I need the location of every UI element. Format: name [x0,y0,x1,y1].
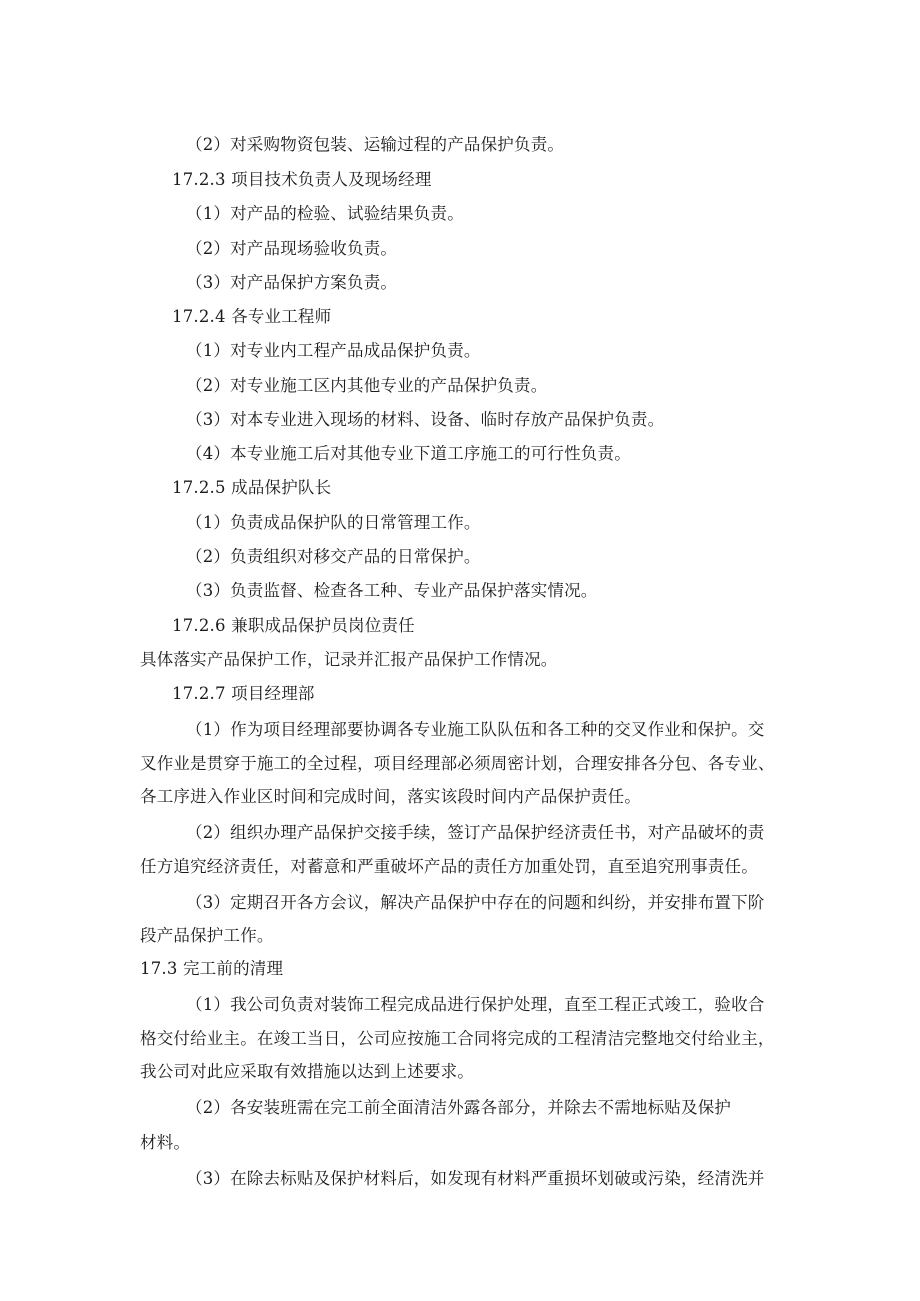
paragraph-line: （2）对专业施工区内其他专业的产品保护负责。 [186,375,548,395]
paragraph-line: （1）负责成品保护队的日常管理工作。 [186,512,481,532]
paragraph-line: （1）作为项目经理部要协调各专业施工队队伍和各工种的交叉作业和保护。交 [186,719,765,739]
section-heading: 17.2.7 项目经理部 [172,683,315,703]
paragraph-line: （1）对产品的检验、试验结果负责。 [186,203,464,223]
section-heading: 17.2.6 兼职成品保护员岗位责任 [172,615,415,635]
paragraph-line: （3）对产品保护方案负责。 [186,272,398,292]
paragraph-line: 叉作业是贯穿于施工的全过程，项目经理部必须周密计划，合理安排各分包、各专业、 [140,753,775,773]
section-heading: 17.2.4 各专业工程师 [172,306,332,326]
paragraph-line: （3）在除去标贴及保护材料后，如发现有材料严重损坏划破或污染，经清洗并 [186,1168,765,1188]
section-heading: 17.2.3 项目技术负责人及现场经理 [172,169,432,189]
section-heading: 17.3 完工前的清理 [140,958,284,978]
paragraph-line: （2）负责组织对移交产品的日常保护。 [186,546,481,566]
paragraph-line: 任方追究经济责任，对蓄意和严重破坏产品的责任方加重处罚，直至追究刑事责任。 [140,856,758,876]
paragraph-line: （1）我公司负责对装饰工程完成品进行保护处理，直至工程正式竣工，验收合 [186,994,765,1014]
paragraph-line: 我公司对此应采取有效措施以达到上述要求。 [140,1061,474,1081]
paragraph-line: （2）对采购物资包装、运输过程的产品保护负责。 [186,134,565,154]
paragraph-line: 段产品保护工作。 [140,925,274,945]
paragraph-line: 具体落实产品保护工作，记录并汇报产品保护工作情况。 [140,649,558,669]
section-heading: 17.2.5 成品保护队长 [172,477,332,497]
paragraph-line: （3）对本专业进入现场的材料、设备、临时存放产品保护负责。 [186,409,665,429]
paragraph-line: 各工序进入作业区时间和完成时间，落实该段时间内产品保护责任。 [140,786,641,806]
paragraph-line: （4）本专业施工后对其他专业下道工序施工的可行性负责。 [186,443,631,463]
paragraph-line: （2）对产品现场验收负责。 [186,238,398,258]
paragraph-line: （3）定期召开各方会议，解决产品保护中存在的问题和纠纷，并安排布置下阶 [186,892,765,912]
paragraph-line: 格交付给业主。在竣工当日，公司应按施工合同将完成的工程清洁完整地交付给业主， [140,1028,775,1048]
paragraph-line: （2）组织办理产品保护交接手续，签订产品保护经济责任书，对产品破坏的责 [186,822,765,842]
paragraph-line: （2）各安装班需在完工前全面清洁外露各部分，并除去不需地标贴及保护 [186,1097,732,1117]
paragraph-line: （3）负责监督、检查各工种、专业产品保护落实情况。 [186,580,598,600]
paragraph-line: （1）对专业内工程产品成品保护负责。 [186,340,481,360]
paragraph-line: 材料。 [140,1132,191,1152]
